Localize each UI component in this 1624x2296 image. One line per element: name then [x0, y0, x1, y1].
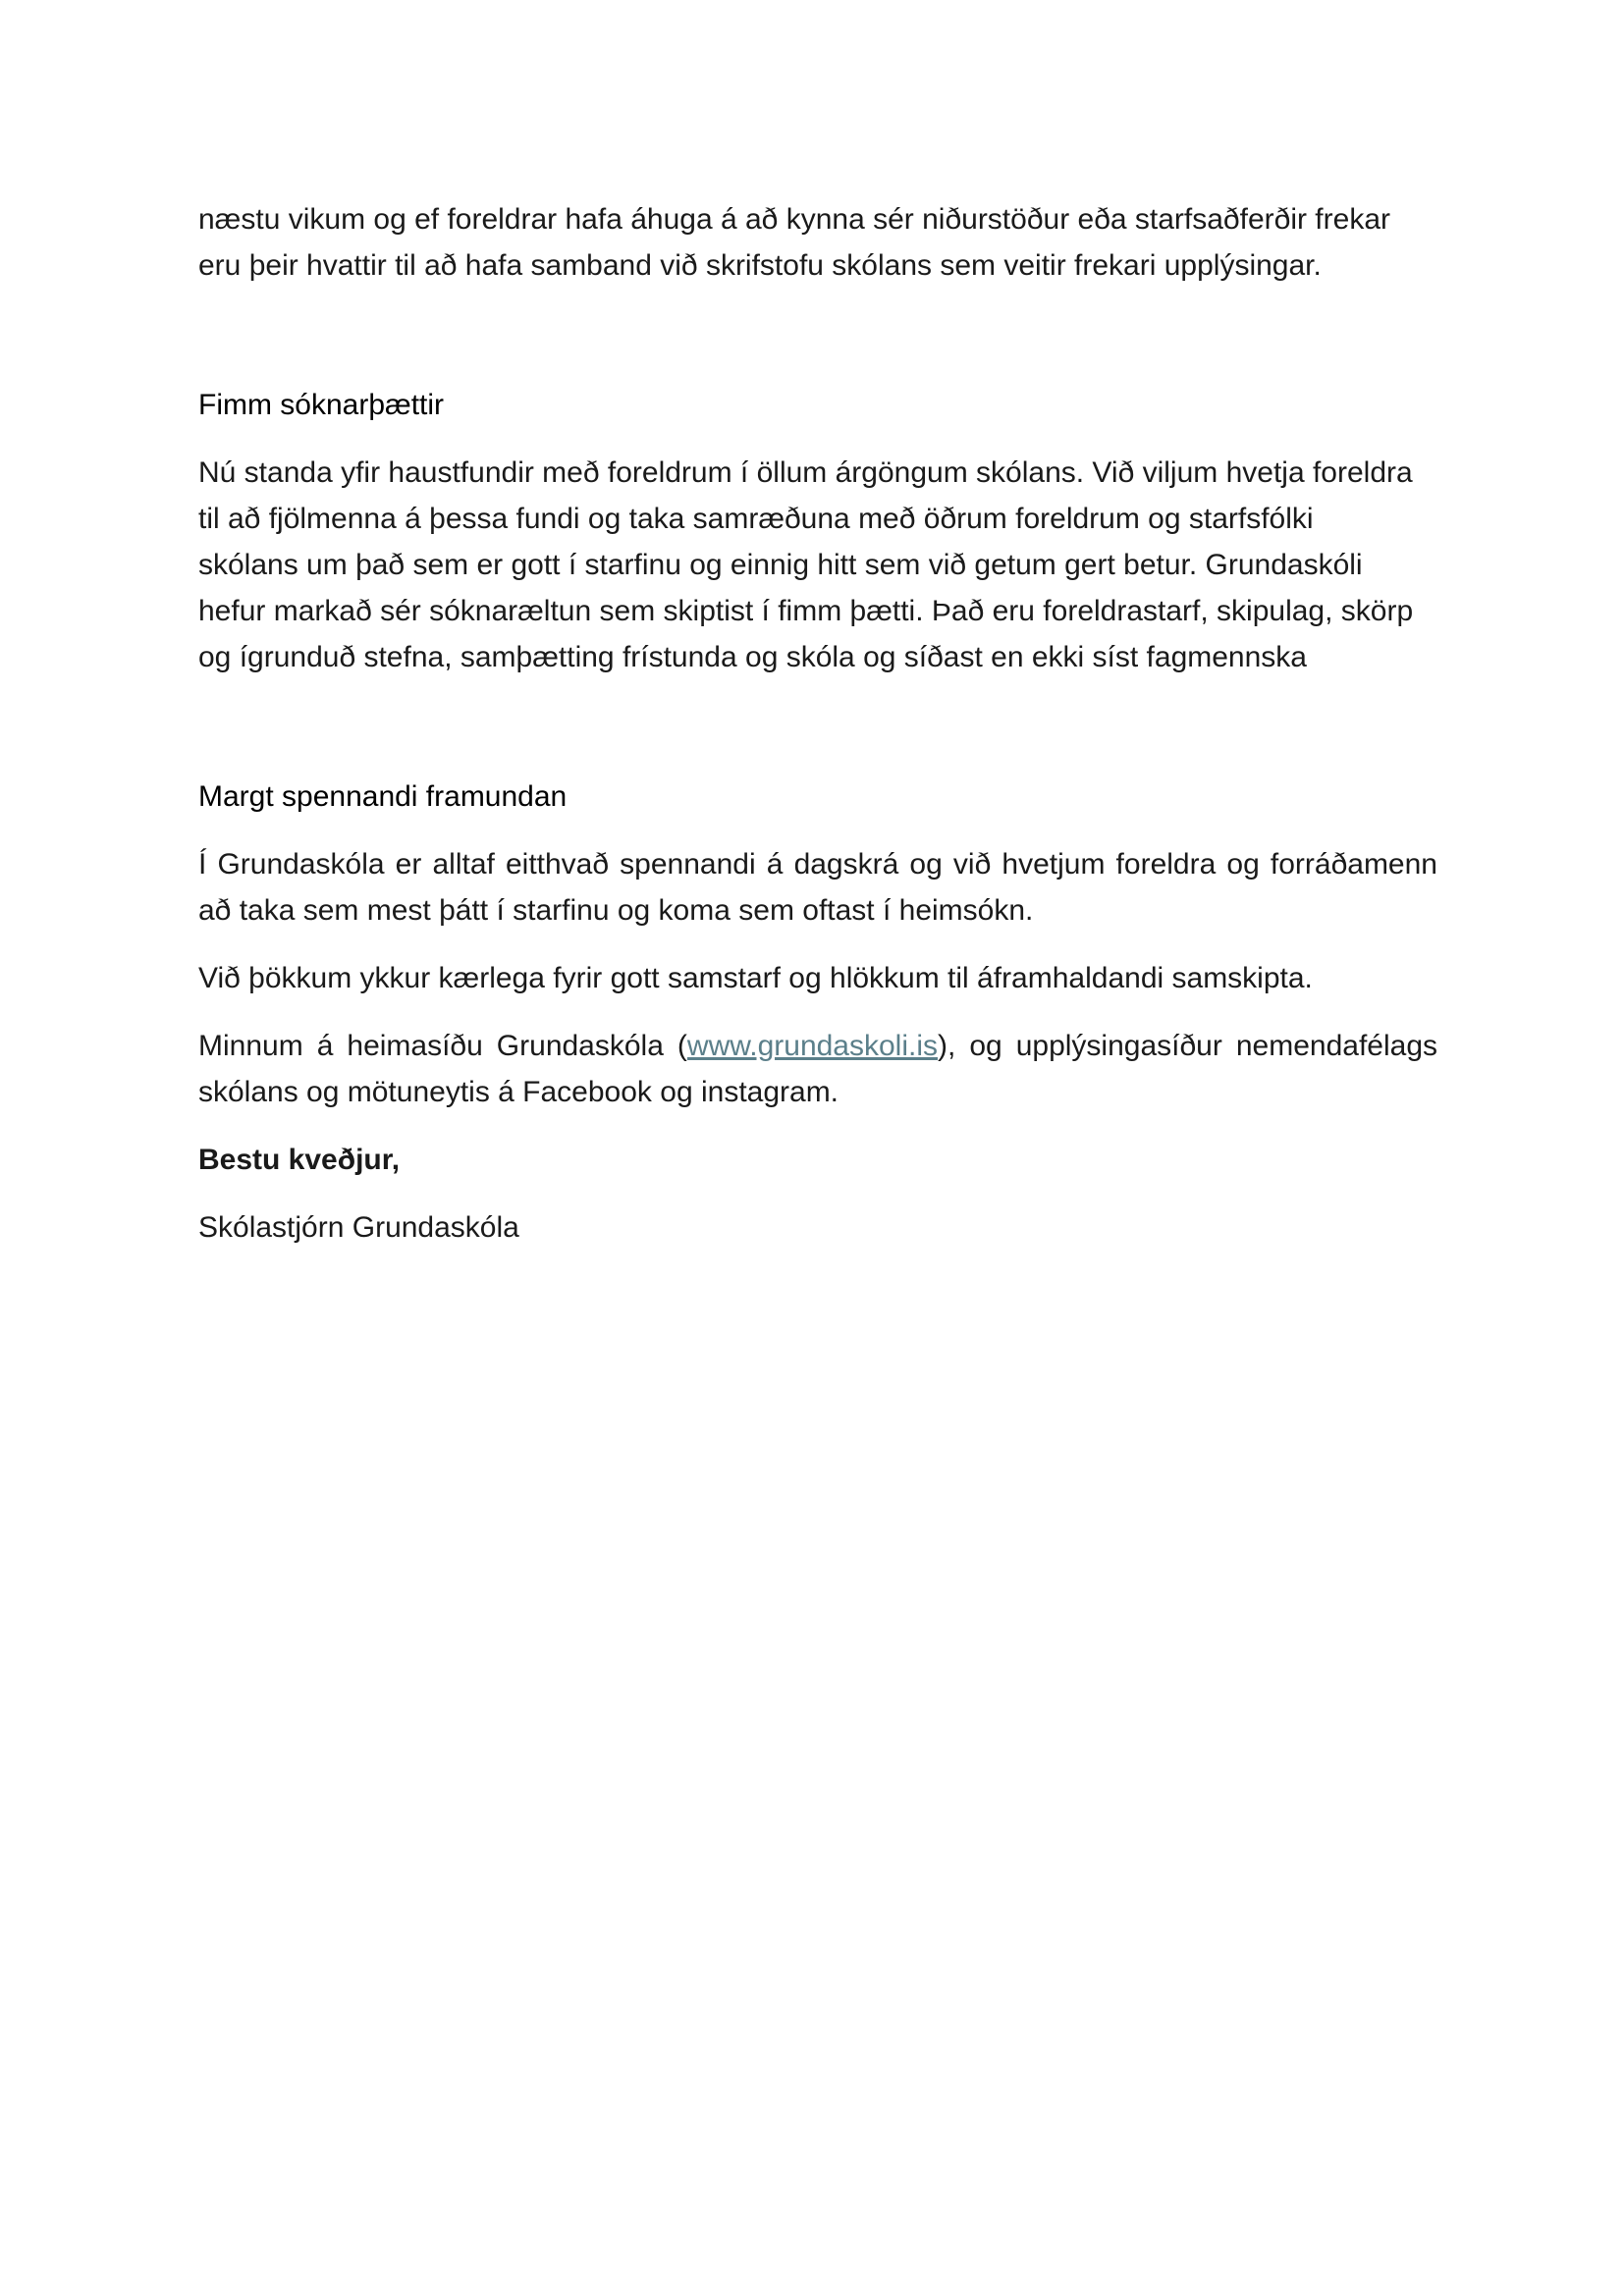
paragraph-3-text-after: ), og upplýsingasíður nemendafélags skólans og mötuneytis á Facebook og instagram. [198, 1030, 1438, 1108]
closing-greeting: Bestu kveðjur, [198, 1144, 401, 1176]
section-heading-margt-spennandi: Margt spennandi framundan [198, 780, 568, 813]
section1-paragraph: Nú standa yfir haustfundir með foreldrum í öllum árgöngum skólans. Við viljum hvetja foreldra til að fjölmenna á þessa fundi og taka samræðuna með öðrum foreldrum og starfsfólki skólans um það sem er gott í starfinu og einnig hitt sem við getum gert betur. Grundaskóli hefur markað sér sóknaræltun sem skiptist í fimm þætti. Það eru foreldrastarf, skipulag, skörp og ígrunduð stefna, samþætting frístunda og skóla og síðast en ekki síst fagmennska [198, 456, 1414, 673]
section2-paragraph-1: Í Grundaskóla er alltaf eitthvað spennandi á dagskrá og við hvetjum foreldra og forráðamenn að taka sem mest þátt í starfinu og koma sem oftast í heimsókn. [198, 848, 1437, 927]
document-page [198, 196, 1437, 1251]
section2-paragraph-3 [198, 1023, 1437, 1115]
intro-line-1: næstu vikum og ef foreldrar hafa áhuga á að kynna sér niðurstöður eða starfsaðferðir frekar [198, 203, 1390, 236]
intro-line-2: eru þeir hvattir til að hafa samband við skrifstofu skólans sem veitir frekari upplýsingar. [198, 249, 1322, 282]
signature: Skólastjórn Grundaskóla [198, 1211, 519, 1244]
paragraph-3-text-before: Minnum á heimasíðu Grundaskóla ( [198, 1030, 687, 1062]
section-heading-fimm-soknarthaettir: Fimm sóknarþættir [198, 389, 445, 421]
section2-paragraph-2: Við þökkum ykkur kærlega fyrir gott samstarf og hlökkum til áframhaldandi samskipta. [198, 962, 1313, 994]
grundaskoli-website-link[interactable]: www.grundaskoli.is [686, 1030, 939, 1062]
